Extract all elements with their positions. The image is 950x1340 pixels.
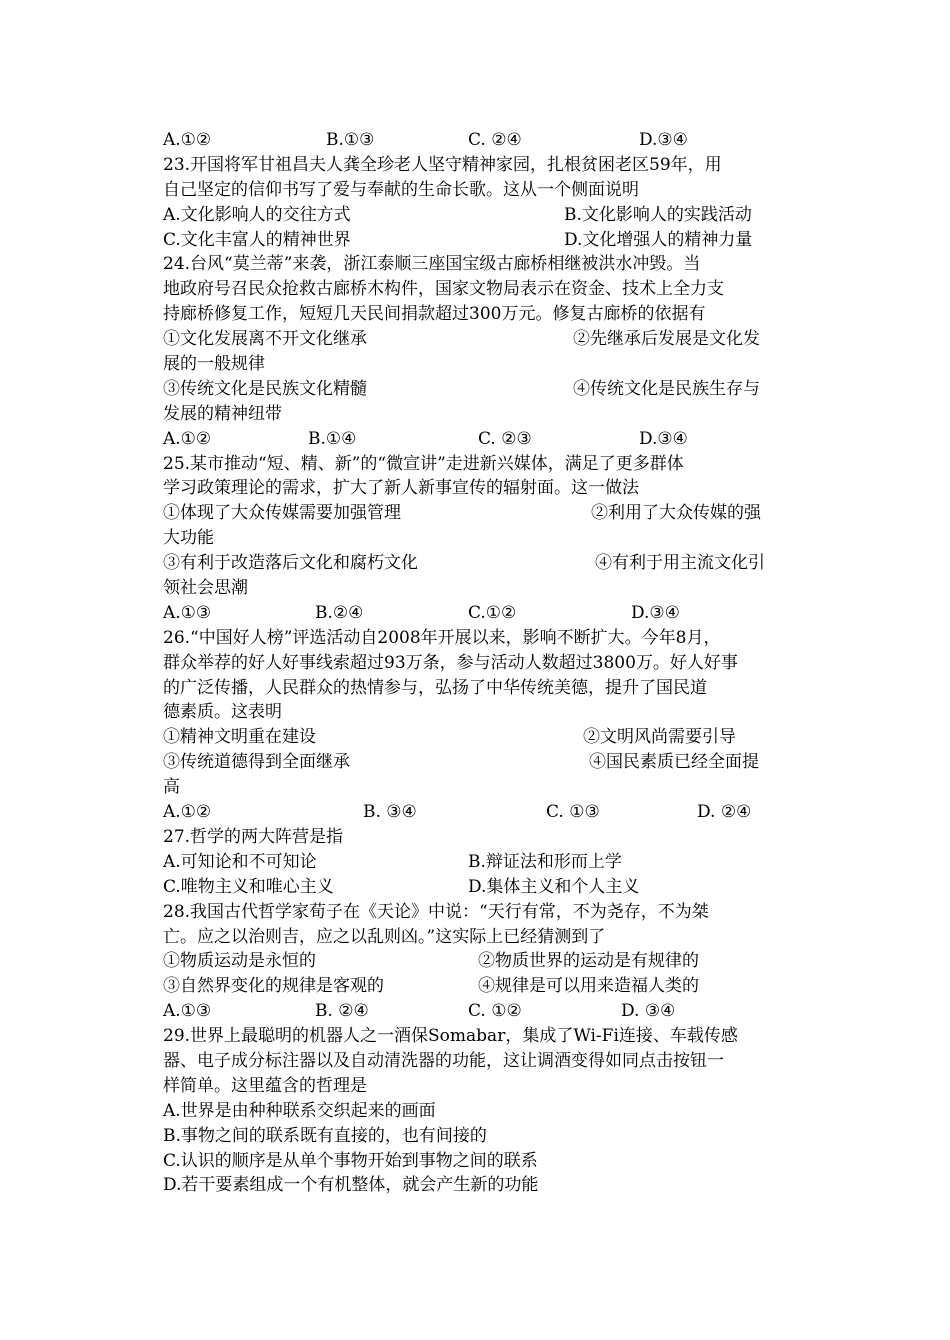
- q27-option-b: B.辩证法和形而上学: [468, 851, 622, 872]
- q22-option-a: A.①②: [163, 130, 212, 150]
- q28-stem-line: 亡。应之以治则吉，应之以乱则凶。”这实际上已经猜测到了: [163, 926, 606, 947]
- q28-statement-4: ④规律是可以用来造福人类的: [478, 976, 699, 997]
- q25-statement-2: ②利用了大众传媒的强: [591, 503, 761, 524]
- q23-option-d: D.文化增强人的精神力量: [564, 229, 753, 250]
- q24-statement-4-cont: 发展的精神纽带: [163, 403, 282, 424]
- q24-statement-2: ②先继承后发展是文化发: [573, 329, 760, 350]
- q26-options: [163, 800, 803, 825]
- q29-option-a: A.世界是由种种联系交织起来的画面: [163, 1100, 436, 1121]
- q24-statement-4: ④传统文化是民族生存与: [573, 378, 760, 399]
- q24-statement-2-cont: 展的一般规律: [163, 354, 265, 375]
- q24-stem-line: 持廊桥修复工作，短短几天民间捐款超过300万元。修复古廊桥的依据有: [163, 304, 706, 325]
- q25-stem-line: 25.某市推动“短、精、新”的“微宣讲”走进新兴媒体，满足了更多群体: [163, 453, 684, 474]
- q29-stem-line: 29.世界上最聪明的机器人之一酒保Somabar，集成了Wi-Fi连接、车载传感: [163, 1026, 738, 1047]
- q24-statement-3: ③传统文化是民族文化精髓: [163, 378, 367, 399]
- q25-statement-2-cont: 大功能: [163, 528, 214, 549]
- q25-option-d: D.③④: [631, 602, 680, 623]
- q24-option-d: D.③④: [639, 428, 688, 449]
- q28-option-b: B. ②④: [315, 1001, 369, 1022]
- q26-stem-line: 的广泛传播，人民群众的热情参与，弘扬了中华传统美德，提升了国民道: [163, 677, 707, 698]
- q29-stem-line: 样简单。这里蕴含的哲理是: [163, 1075, 367, 1096]
- q25-statements-row: [163, 501, 803, 526]
- q25-option-b: B.②④: [315, 602, 364, 623]
- q24-statements-row: [163, 377, 803, 402]
- q23-stem-line: 自己坚定的信仰书写了爱与奉献的生命长歌。这从一个侧面说明: [163, 179, 639, 200]
- q29-option-d: D.若干要素组成一个有机整体，就会产生新的功能: [163, 1175, 539, 1196]
- q28-options: [163, 999, 803, 1024]
- q28-statement-2: ②物质世界的运动是有规律的: [478, 951, 699, 972]
- q22-option-d: D.③④: [639, 130, 688, 150]
- q24-stem-line: 地政府号召民众抢救古廊桥木构件，国家文物局表示在资金、技术上全力支: [163, 279, 724, 300]
- q25-statement-1: ①体现了大众传媒需要加强管理: [163, 503, 401, 524]
- q26-statement-1: ①精神文明重在建设: [163, 727, 316, 748]
- q27-options-row: [163, 875, 803, 900]
- q26-option-c: C. ①③: [546, 802, 600, 823]
- q28-option-c: C. ①②: [468, 1001, 522, 1022]
- q23-options-row: [163, 203, 803, 228]
- q25-option-a: A.①③: [163, 602, 212, 623]
- q26-statement-3: ③传统道德得到全面继承: [163, 752, 350, 773]
- q24-stem-line: 24.台风“莫兰蒂”来袭，浙江泰顺三座国宝级古廊桥相继被洪水冲毁。当: [163, 254, 701, 275]
- q29-stem-line: 器、电子成分标注器以及自动清洗器的功能，这让调酒变得如同点击按钮一: [163, 1050, 724, 1071]
- q29-option-c: C.认识的顺序是从单个事物开始到事物之间的联系: [163, 1150, 538, 1171]
- q25-options: [163, 601, 803, 626]
- q24-statement-1: ①文化发展离不开文化继承: [163, 329, 367, 350]
- q26-statement-4-cont: 高: [163, 777, 180, 798]
- q26-statement-2: ②文明风尚需要引导: [583, 727, 736, 748]
- q23-options-row: [163, 228, 803, 253]
- q26-option-a: A.①②: [163, 802, 212, 823]
- q23-option-c: C.文化丰富人的精神世界: [163, 229, 351, 250]
- q28-stem-line: 28.我国古代哲学家荀子在《天论》中说：“天行有常，不为尧存，不为桀: [163, 901, 709, 922]
- q26-statement-4: ④国民素质已经全面提: [589, 752, 759, 773]
- q22-option-b: B.①③: [326, 130, 375, 150]
- q25-statement-3: ③有利于改造落后文化和腐朽文化: [163, 553, 418, 574]
- q28-option-d: D. ③④: [621, 1001, 676, 1022]
- q26-stem-line: 26.“中国好人榜”评选活动自2008年开展以来，影响不断扩大。今年8月，: [163, 627, 721, 648]
- q28-statement-3: ③自然界变化的规律是客观的: [163, 976, 384, 997]
- q26-option-d: D. ②④: [697, 802, 752, 823]
- q25-statement-4: ④有利于用主流文化引: [595, 553, 765, 574]
- q25-statement-4-cont: 领社会思潮: [163, 578, 248, 599]
- q25-statements-row: [163, 551, 803, 576]
- q26-stem-line: 德素质。这表明: [163, 702, 282, 723]
- q28-statements-row: [163, 949, 803, 974]
- q24-options: [163, 427, 803, 452]
- q22-options: [163, 128, 803, 153]
- q27-options-row: [163, 850, 803, 875]
- exam-page: [163, 128, 803, 1198]
- q27-option-d: D.集体主义和个人主义: [468, 876, 640, 897]
- q29-option-b: B.事物之间的联系既有直接的，也有间接的: [163, 1125, 487, 1146]
- q23-stem-line: 23.开国将军甘祖昌夫人龚全珍老人坚守精神家园，扎根贫困老区59年，用: [163, 154, 722, 175]
- q25-option-c: C.①②: [468, 602, 517, 623]
- q24-statements-row: [163, 327, 803, 352]
- q23-option-b: B.文化影响人的实践活动: [564, 204, 752, 225]
- q25-stem-line: 学习政策理论的需求，扩大了新人新事宣传的辐射面。这一做法: [163, 478, 639, 499]
- q26-statements-row: [163, 750, 803, 775]
- q27-option-a: A.可知论和不可知论: [163, 851, 317, 872]
- q24-option-c: C. ②③: [478, 428, 532, 449]
- q23-option-a: A.文化影响人的交往方式: [163, 204, 351, 225]
- q28-option-a: A.①③: [163, 1001, 212, 1022]
- q28-statement-1: ①物质运动是永恒的: [163, 951, 316, 972]
- q28-statements-row: [163, 974, 803, 999]
- q26-stem-line: 群众举荐的好人好事线索超过93万条，参与活动人数超过3800万。好人好事: [163, 652, 738, 673]
- q26-statements-row: [163, 725, 803, 750]
- q24-option-a: A.①②: [163, 428, 212, 449]
- q27-option-c: C.唯物主义和唯心主义: [163, 876, 334, 897]
- q26-option-b: B. ③④: [363, 802, 417, 823]
- q27-stem: 27.哲学的两大阵营是指: [163, 826, 344, 847]
- q22-option-c: C. ②④: [468, 130, 522, 150]
- q24-option-b: B.①④: [308, 428, 357, 449]
